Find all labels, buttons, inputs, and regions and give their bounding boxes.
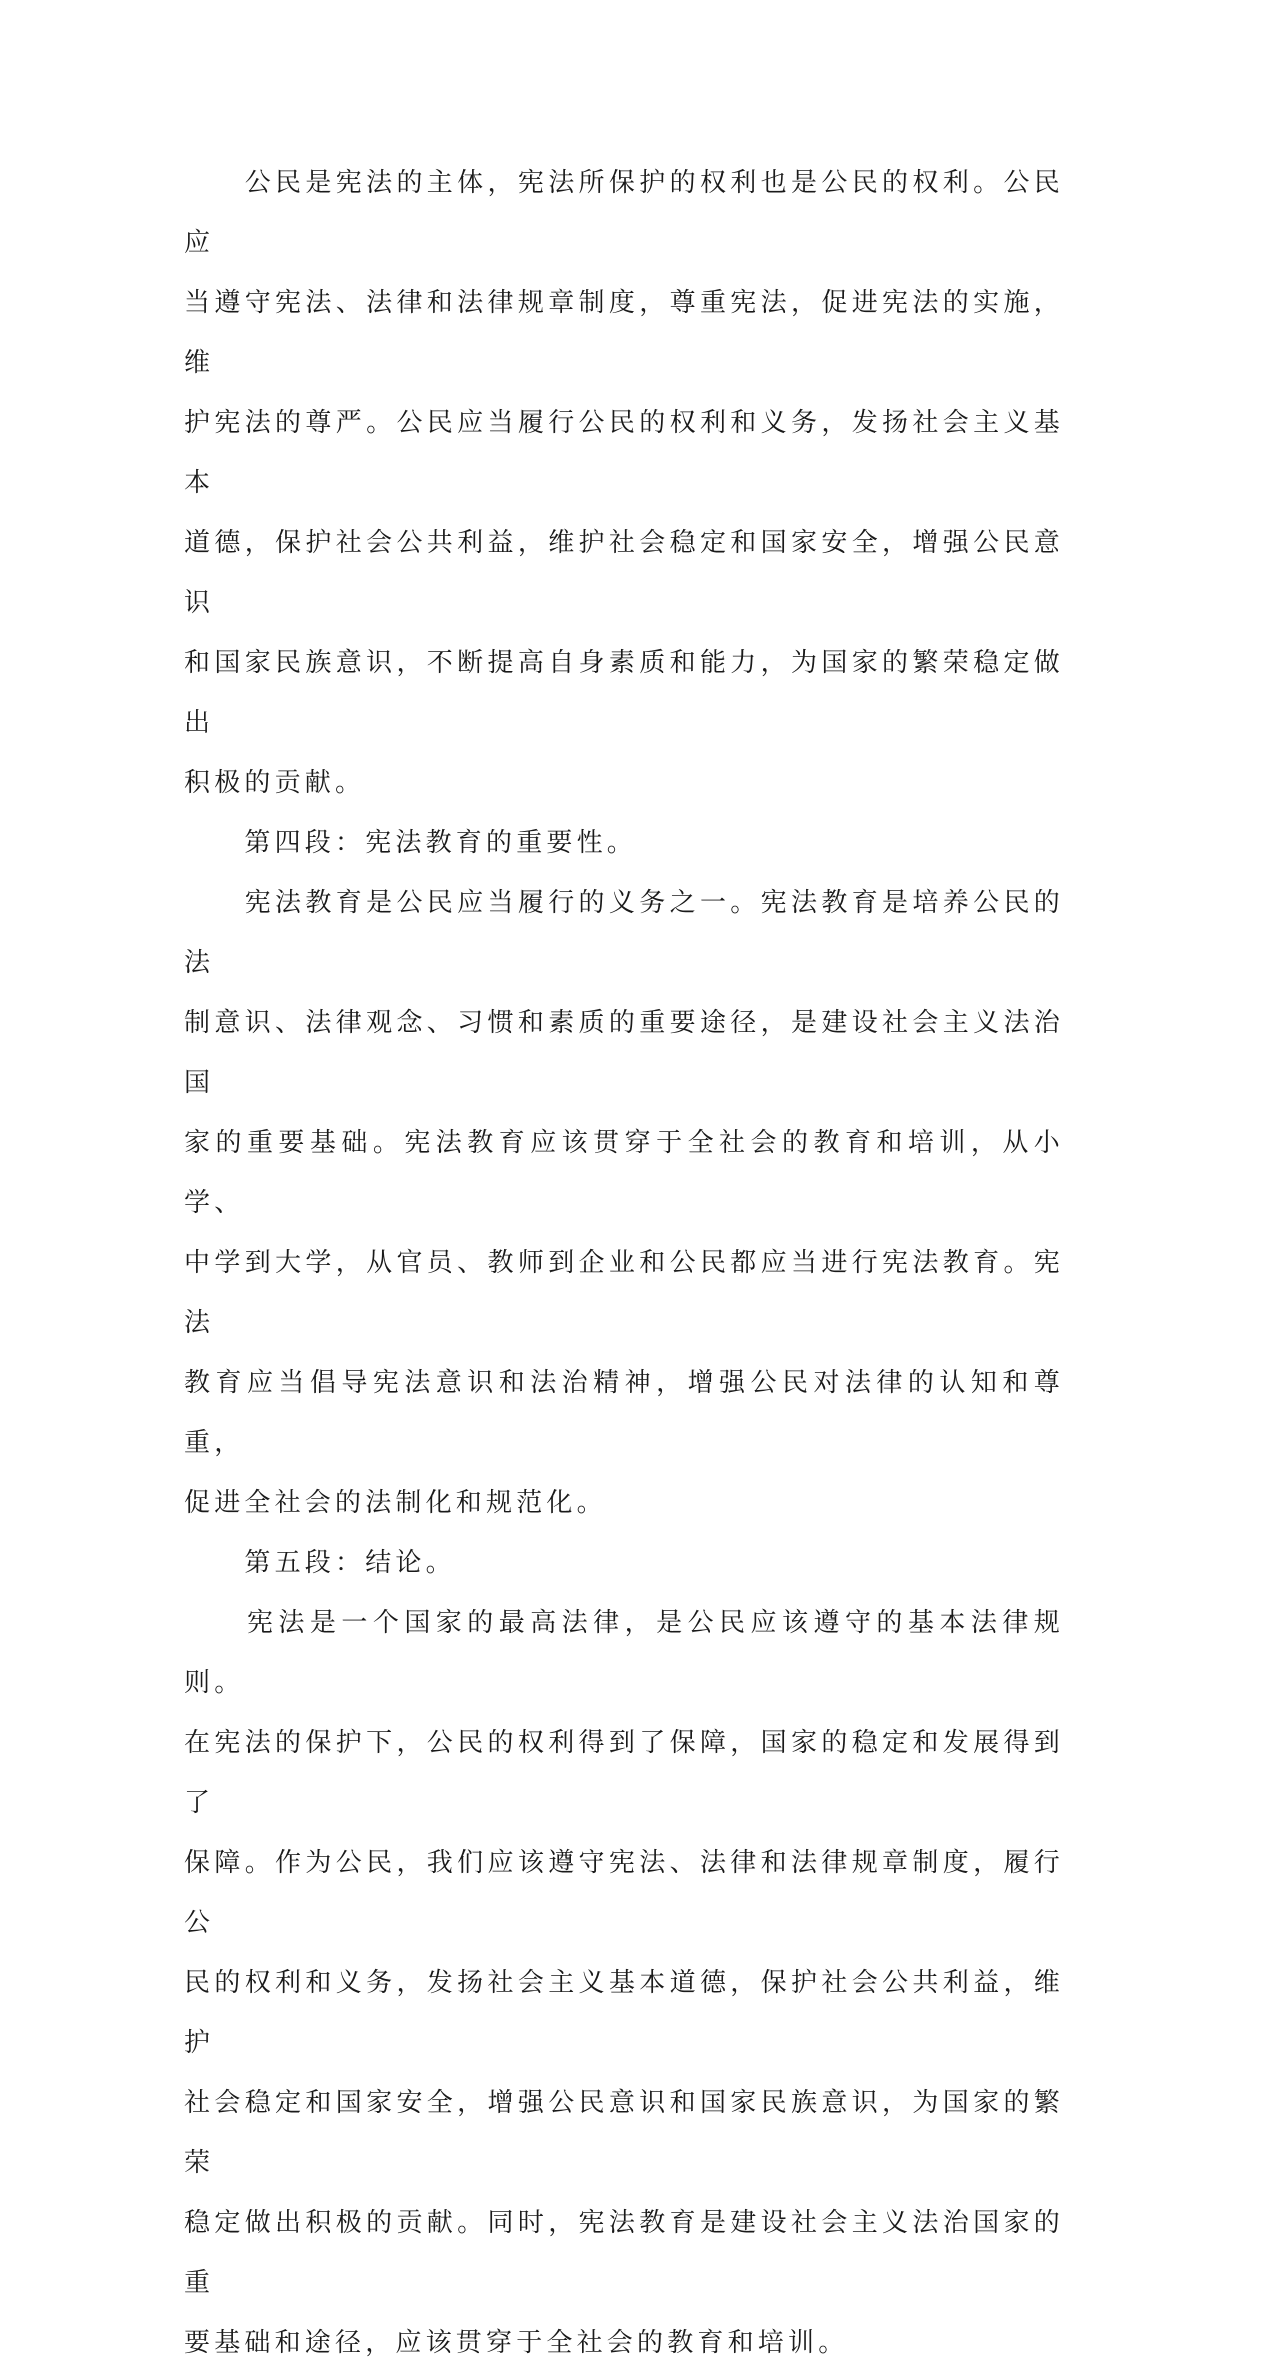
text-line: 宪法教育是公民应当履行的义务之一。宪法教育是培养公民的法	[184, 888, 1064, 978]
text-line: 公民是宪法的主体，宪法所保护的权利也是公民的权利。公民应	[184, 168, 1064, 258]
section-heading-5	[184, 1533, 1064, 1593]
text-line: 和国家民族意识，不断提高自身素质和能力，为国家的繁荣稳定做出	[184, 648, 1064, 738]
text-line: 教育应当倡导宪法意识和法治精神，增强公民对法律的认知和尊重，	[184, 1368, 1064, 1458]
text-line: 促进全社会的法制化和规范化。	[184, 1488, 607, 1518]
paragraph-constitution-education	[184, 873, 1064, 1533]
text-line: 积极的贡献。	[184, 768, 366, 798]
paragraph-citizens-subject	[184, 153, 1064, 813]
text-line: 道德，保护社会公共利益，维护社会稳定和国家安全，增强公民意识	[184, 528, 1064, 618]
text-line: 在宪法的保护下，公民的权利得到了保障，国家的稳定和发展得到了	[184, 1728, 1064, 1818]
text-line: 家的重要基础。宪法教育应该贯穿于全社会的教育和培训，从小学、	[184, 1128, 1064, 1218]
text-line: 当遵守宪法、法律和法律规章制度，尊重宪法，促进宪法的实施，维	[184, 288, 1064, 378]
document-page	[184, 153, 1064, 2373]
text-line: 保障。作为公民，我们应该遵守宪法、法律和法律规章制度，履行公	[184, 1848, 1064, 1938]
paragraph-conclusion	[184, 1593, 1064, 2373]
text-line: 护宪法的尊严。公民应当履行公民的权利和义务，发扬社会主义基本	[184, 408, 1064, 498]
text-line: 民的权利和义务，发扬社会主义基本道德，保护社会公共利益，维护	[184, 1968, 1064, 2058]
text-line: 社会稳定和国家安全，增强公民意识和国家民族意识，为国家的繁荣	[184, 2088, 1064, 2178]
text-line: 要基础和途径，应该贯穿于全社会的教育和培训。	[184, 2328, 849, 2358]
text-line: 第五段：结论。	[184, 1548, 456, 1578]
text-line: 宪法是一个国家的最高法律，是公民应该遵守的基本法律规则。	[184, 1608, 1064, 1698]
text-line: 稳定做出积极的贡献。同时，宪法教育是建设社会主义法治国家的重	[184, 2208, 1064, 2298]
section-heading-4	[184, 813, 1064, 873]
text-line: 制意识、法律观念、习惯和素质的重要途径，是建设社会主义法治国	[184, 1008, 1064, 1098]
text-line: 第四段：宪法教育的重要性。	[184, 828, 638, 858]
text-line: 中学到大学，从官员、教师到企业和公民都应当进行宪法教育。宪法	[184, 1248, 1064, 1338]
